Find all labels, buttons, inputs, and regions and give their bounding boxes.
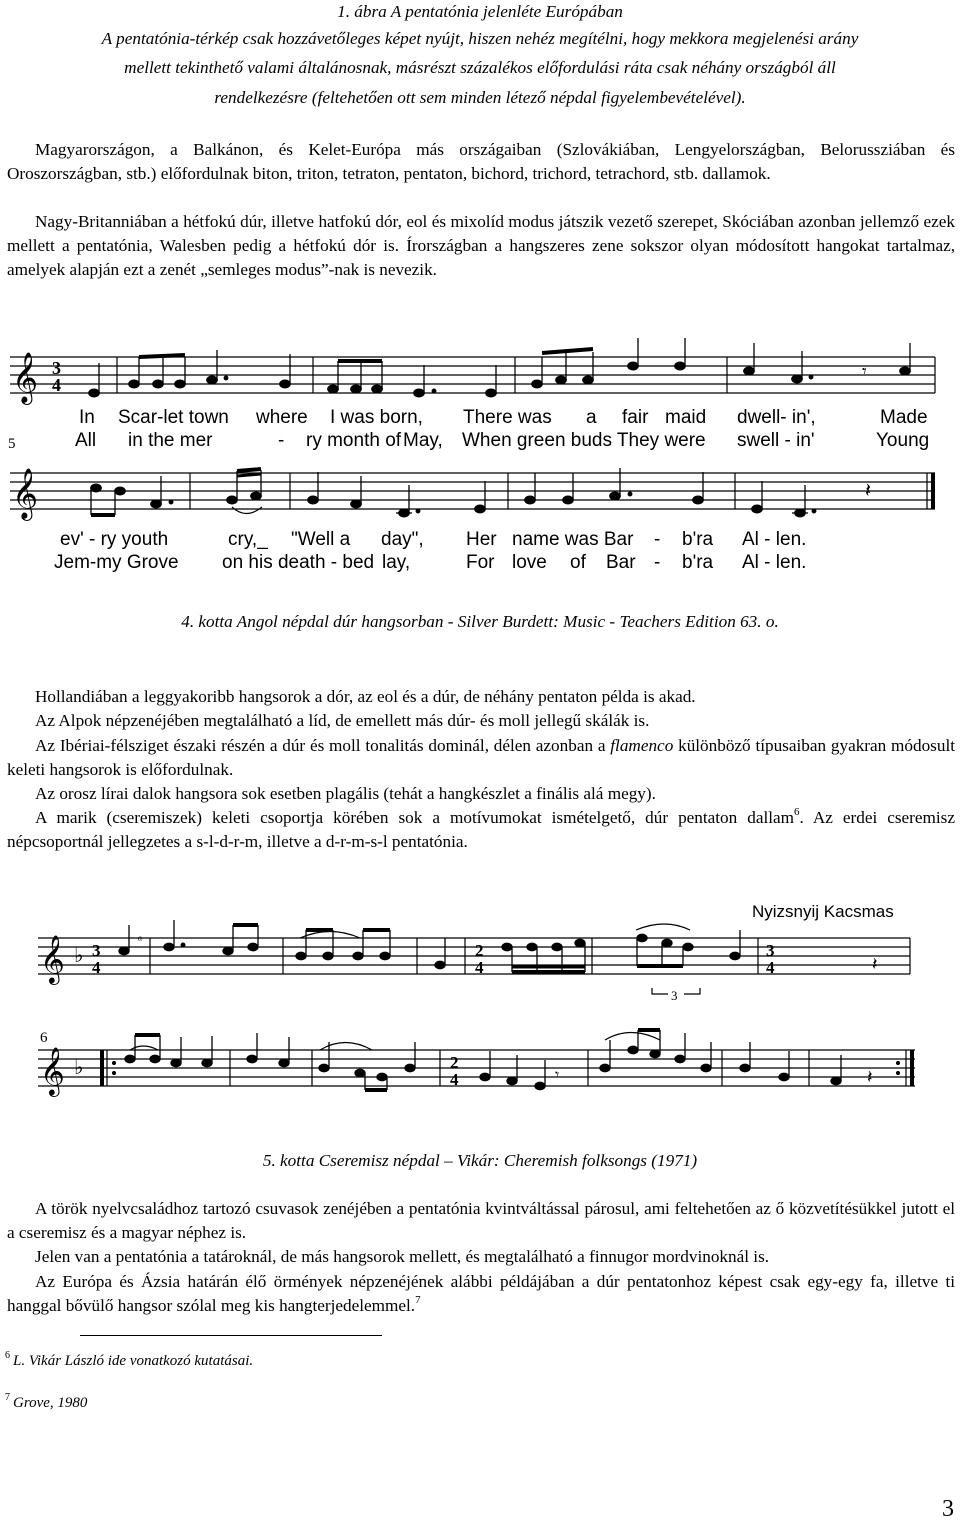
score-caption-4: 4. kotta Angol népdal dúr hangsorban - Silver Burdett: Music - Teachers Edition 63. o. xyxy=(181,612,779,631)
treble-clef-icon-3: 𝄞 xyxy=(40,934,65,983)
measure-number: 5 xyxy=(8,436,16,452)
iberia-text-a: Az Ibériai-félsziget északi részén a dúr és moll tonalitás dominál, délen azonban a xyxy=(35,736,606,755)
mari-text-b: . Az erdei cseremisz népcsoportnál jellegzetes a s-l-d-r-m, illetve a d-r-m-s-l pentatónia. xyxy=(7,808,955,852)
lyric: ev' - ry youth xyxy=(60,529,169,550)
paragraph-holland: Hollandiában a leggyakoribb hangsorok a dór, az eol és a dúr, de néhány pentaton példa is akad. xyxy=(35,687,696,706)
lyric: love xyxy=(512,552,547,573)
treble-clef-icon-2: 𝄞 xyxy=(12,468,39,519)
time-sig-2-4-top: 2 xyxy=(475,941,484,960)
time-sig-2-4-bottom: 4 xyxy=(475,958,484,977)
score-caption-5: 5. kotta Cseremisz népdal – Vikár: Cheremish folksongs (1971) xyxy=(262,1151,698,1170)
paragraph-chuvash: A török nyelvcsaládhoz tartozó csuvasok zenéjében a pentatónia kvintváltással párosul, ami feltehetően az ő közvetítésükkel jutott el a cseremisz és a magyar néphez is. xyxy=(7,1199,955,1243)
quarter-rest-icon: 𝄽 xyxy=(865,478,872,502)
footnote-text: Grove, 1980 xyxy=(13,1395,88,1411)
lyric: I was born, xyxy=(330,407,423,428)
lyric: - xyxy=(654,529,661,550)
lyric: Bar xyxy=(606,552,636,573)
lyric: of xyxy=(570,552,586,573)
lyric: a xyxy=(586,407,597,428)
lyric: May, xyxy=(403,430,443,451)
lyric: dwell- in', xyxy=(737,407,816,428)
footnote-text: L. Vikár László ide vonatkozó kutatásai. xyxy=(13,1353,254,1369)
lyric: fair xyxy=(622,407,649,428)
lyric: swell - in' xyxy=(737,430,815,451)
paragraph-iberia xyxy=(7,734,955,782)
lyric: in the mer xyxy=(128,430,213,451)
paragraph-tatar: Jelen van a pentatónia a tatároknál, de más hangsorok mellett, és megtalálható a finnugor mordvinoknál is. xyxy=(35,1247,770,1266)
lyric: Jem-my Grove xyxy=(54,552,179,573)
footnote-number: 7 xyxy=(5,1392,10,1403)
iberia-text-b: különböző típusaiban gyakran módosult keleti hangsorok is előfordulnak. xyxy=(7,736,956,780)
measure-number-2: 6 xyxy=(40,1030,48,1046)
lyric: - xyxy=(278,430,285,451)
lyric: lay, xyxy=(382,552,411,573)
figure-note-line-1: A pentatónia-térkép csak hozzávetőleges képet nyújt, hiszen nehéz megítélni, hogy mekkora megjelenési arány xyxy=(101,29,859,48)
paragraph-mari xyxy=(7,806,955,854)
paragraph-armenian xyxy=(7,1270,955,1318)
lyric: When green buds They were xyxy=(462,430,706,451)
grace-mark: ᵅ xyxy=(138,932,143,947)
lyric: All xyxy=(75,430,97,451)
page-number: 3 xyxy=(942,1496,954,1522)
lyric: For xyxy=(466,552,495,573)
lyric: Al - len. xyxy=(742,552,807,573)
lyric: There was xyxy=(463,407,552,428)
lyric: "Well a xyxy=(291,529,351,550)
lyric: where xyxy=(256,407,308,428)
song-title: Nyizsnyij Kacsmas xyxy=(752,902,894,921)
footnote-ref-6[interactable]: 6 xyxy=(794,806,800,818)
lyric: maid xyxy=(665,407,707,428)
tuplet-number: 3 xyxy=(671,988,678,1003)
lyric: In xyxy=(79,407,95,428)
figure-note-line-2: mellett tekinthető valami általánosnak, másrészt százalékos előfordulási ráta csak néhány országból áll xyxy=(124,58,836,77)
footnote-6 xyxy=(5,1350,253,1370)
lyric: - xyxy=(654,552,661,573)
lyric: Scar-let town xyxy=(118,407,229,428)
quarter-rest-icon-2: 𝄽 xyxy=(872,954,878,975)
figure-title: 1. ábra A pentatónia jelenléte Európában xyxy=(337,2,623,21)
time-sig-3-4-bottom-b: 4 xyxy=(766,958,775,977)
lyric: name was Bar xyxy=(512,529,634,550)
armenian-text: Az Európa és Ázsia határán élő örmények népzenéjének alábbi példájában a dúr pentatonhoz képest csak egy-egy fa, illetve ti hanggal bővülő hangsor szólal meg kis hangterjedelemmel. xyxy=(7,1272,955,1316)
mari-text-a: A marik (cseremiszek) keleti csoportja körében sok a motívumokat ismételgető, dúr pentaton dallam xyxy=(35,808,795,827)
flat-key-icon: ♭ xyxy=(74,943,84,967)
footnote-ref-7[interactable]: 7 xyxy=(415,1294,421,1307)
paragraph-balkan: Magyarországon, a Balkánon, és Kelet-Európa más országaiban (Szlovákiában, Lengyelországban, Belorussziában és Oroszországban, stb.) előfordulnak biton, triton, tetraton, pentaton, bichord, trichord, tetrachord, stb. dallamok. xyxy=(7,140,955,184)
music-score-cheremis-song xyxy=(0,900,960,1160)
music-score-english-song xyxy=(0,0,960,600)
time-sig-bottom: 4 xyxy=(52,375,61,395)
lyric: ry month of xyxy=(306,430,402,451)
treble-clef-icon-4: 𝄞 xyxy=(40,1046,65,1095)
time-sig-2-4-top-b: 2 xyxy=(450,1053,459,1072)
paragraph-russian: Az orosz lírai dalok hangsora sok esetben plagális (tehát a hangkészlet a finális alá megy). xyxy=(35,784,656,803)
staff-1-notes xyxy=(89,338,910,397)
staff-3-notes xyxy=(119,920,740,972)
lyric: Al - len. xyxy=(742,529,807,550)
time-sig-3-4-top: 3 xyxy=(92,941,101,960)
lyric: Her xyxy=(466,529,497,550)
lyric: Made xyxy=(880,407,928,428)
time-sig-3-4-top-b: 3 xyxy=(766,941,775,960)
lyric: b'ra xyxy=(682,552,714,573)
time-sig-2-4-bottom-b: 4 xyxy=(450,1070,459,1089)
footnote-7 xyxy=(5,1392,87,1412)
lyric: b'ra xyxy=(682,529,714,550)
staff-2 xyxy=(10,473,935,509)
staff-4-notes xyxy=(125,1030,841,1090)
footnote-number: 6 xyxy=(5,1350,10,1361)
time-sig-top: 3 xyxy=(52,358,61,378)
lyric: Young xyxy=(876,430,930,451)
lyric: on his death - bed xyxy=(222,552,375,573)
flamenco-emphasis: flamenco xyxy=(610,736,674,755)
eighth-rest-icon: 𝄾 xyxy=(862,361,867,382)
time-sig-3-4-bottom: 4 xyxy=(92,958,101,977)
footnote-separator xyxy=(80,1335,382,1336)
paragraph-britain: Nagy-Britanniában a hétfokú dúr, illetve hatfokú dór, eol és mixolíd modus játszik vezető szerepet, Skóciában azonban jellemző ezek mellett a pentatónia, Walesben pedig a hétfokú dór is. Írországban a hangszeres zene sokszor olyan módosított hangokat tartalmaz, amelyek alapján ezt a zenét „semleges modus”-nak is nevezik. xyxy=(7,212,955,280)
paragraph-alps: Az Alpok népzenéjében megtalálható a líd, de emellett más dúr- és moll jellegű skálák is. xyxy=(35,711,650,730)
treble-clef-icon: 𝄞 xyxy=(12,352,39,403)
figure-note-line-3: rendelkezésre (feltehetően ott sem minden létező népdal figyelembevételével). xyxy=(214,88,746,107)
quarter-rest-icon-3: 𝄽 xyxy=(867,1067,873,1088)
eighth-rest-icon-2: 𝄾 xyxy=(555,1065,560,1084)
lyric: cry,_ xyxy=(228,529,268,550)
flat-key-icon-2: ♭ xyxy=(74,1055,84,1079)
lyric: day", xyxy=(381,529,424,550)
